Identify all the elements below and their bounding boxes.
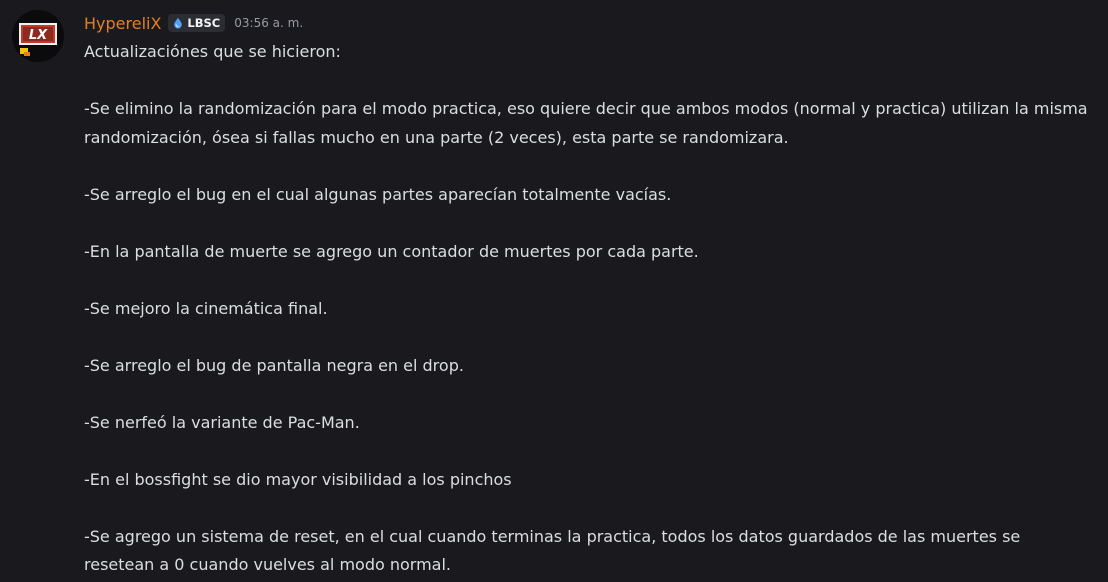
- message-line: -Se mejoro la cinemática final.: [84, 298, 328, 318]
- message-line: -En la pantalla de muerte se agrego un contador de muertes por cada parte.: [84, 241, 699, 261]
- message-line: -Se arreglo el bug en el cual algunas partes aparecían totalmente vacías.: [84, 184, 672, 204]
- blank-line: [84, 67, 1094, 96]
- message-line: Actualizaciónes que se hicieron:: [84, 42, 341, 61]
- guild-tag-label: LBSC: [187, 16, 221, 30]
- blank-line: [84, 266, 1094, 295]
- message-line: -Se nerfeó la variante de Pac-Man.: [84, 412, 360, 432]
- hyperelix-avatar-icon: [12, 10, 64, 62]
- avatar[interactable]: [12, 10, 64, 62]
- message-line: -Se elimino la randomización para el modo practica, eso quiere decir que ambos modos (normal y practica) utilizan la misma randomización, ósea si fallas mucho en una parte (2 veces), esta parte se randomizara.: [84, 99, 1088, 147]
- message-timestamp[interactable]: 03:56 a. m.: [234, 16, 304, 30]
- author-name[interactable]: HypereliX: [84, 13, 162, 33]
- message-line: -En el bossfight se dio mayor visibilidad a los pinchos: [84, 469, 512, 489]
- blank-line: [84, 209, 1094, 238]
- message-content: [84, 38, 1094, 580]
- blank-line: [84, 437, 1094, 466]
- blank-line: [84, 380, 1094, 409]
- blank-line: [84, 323, 1094, 352]
- message-header: [84, 11, 303, 35]
- blank-line: [84, 494, 1094, 523]
- blank-line: [84, 152, 1094, 181]
- message-line: -Se arreglo el bug de pantalla negra en el drop.: [84, 355, 464, 375]
- guild-tag[interactable]: [168, 14, 225, 32]
- water-drop-icon: [172, 17, 184, 29]
- message-line: -Se agrego un sistema de reset, en el cual cuando terminas la practica, todos los datos guardados de las muertes se resetean a 0 cuando vuelves al modo normal.: [84, 526, 1021, 574]
- svg-text:LX: LX: [28, 28, 48, 43]
